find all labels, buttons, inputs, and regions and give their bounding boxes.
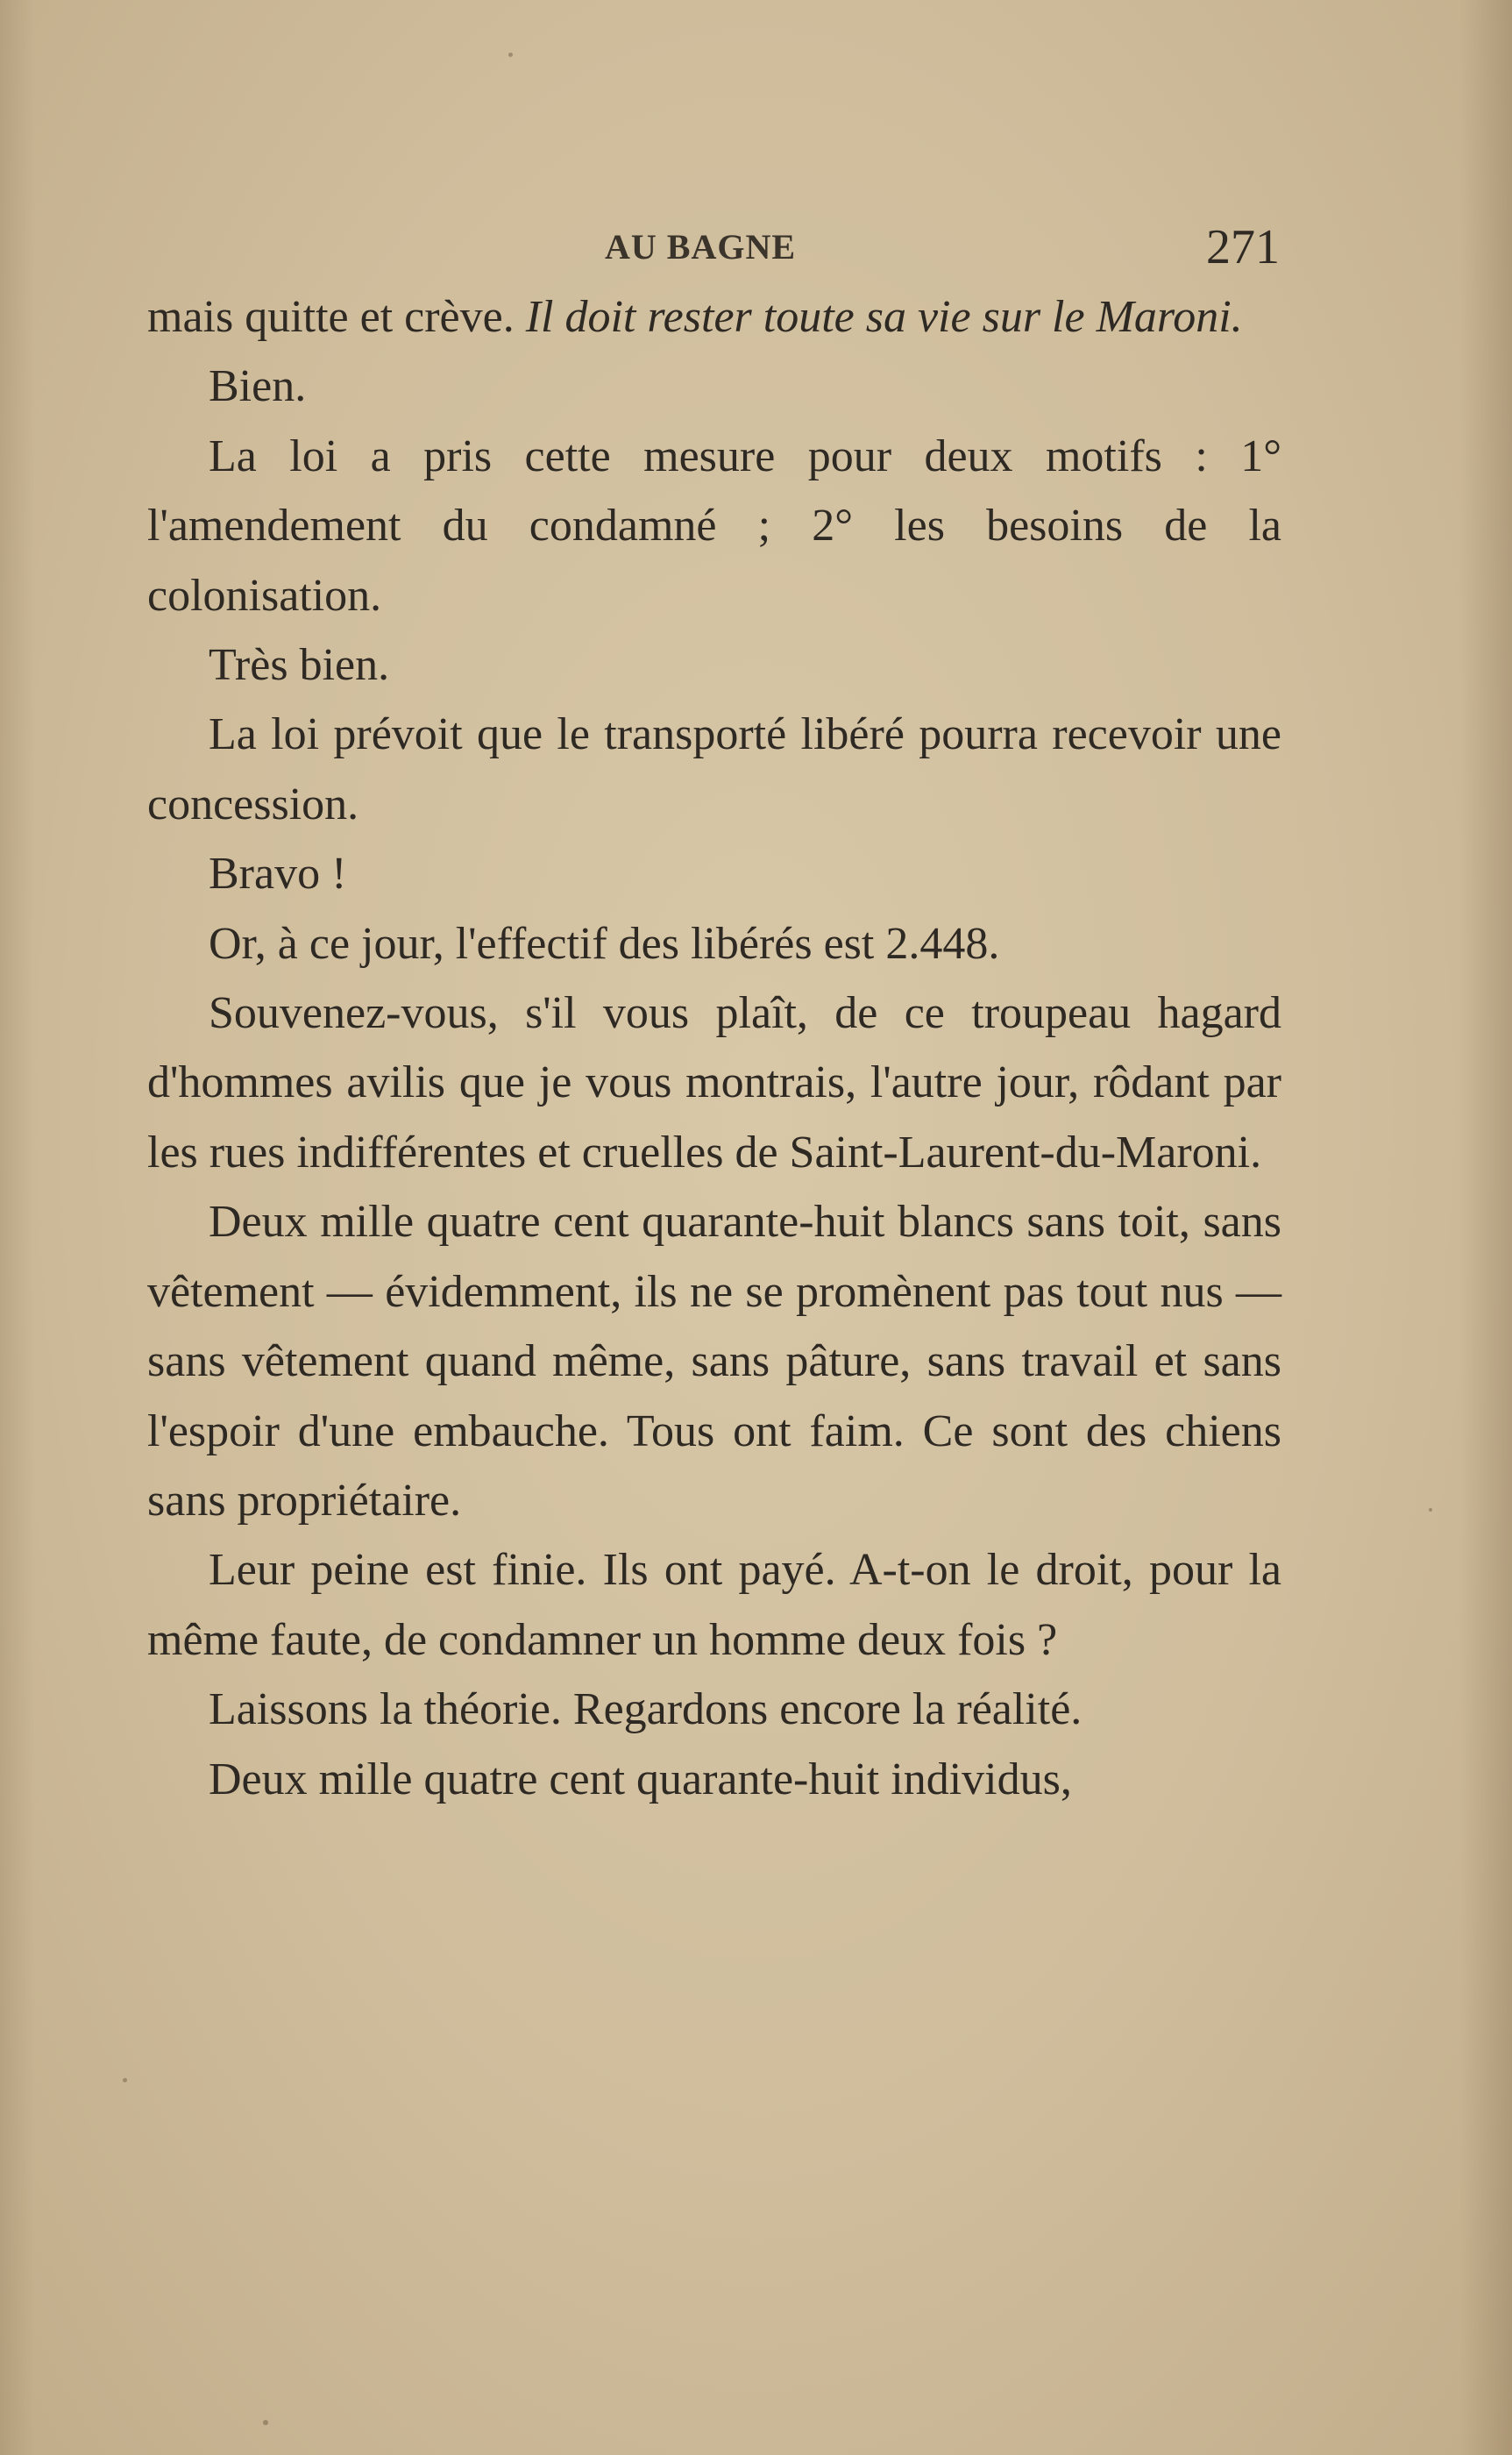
paragraph: Très bien. (209, 640, 390, 691)
paragraph: Or, à ce jour, l'effectif des libérés est 2.448. (209, 918, 1000, 969)
paper-speck (508, 53, 513, 57)
paper-speck (1429, 1508, 1432, 1512)
body-text (147, 282, 1281, 1814)
page-edge-shadow (0, 0, 35, 2455)
paragraph: La loi a pris cette mesure pour deux motifs : 1° l'amendement du condamné ; 2° les besoins de la colonisation. (147, 431, 1281, 621)
paragraph: Deux mille quatre cent quarante-huit blancs sans toit, sans vêtement — évidemment, ils ne se promènent pas tout nus — sans vêtement quand même, sans pâture, sans travail et sans l'espoir d'une embauche. Tous ont faim. Ce sont des chiens sans propriétaire. (147, 1197, 1281, 1526)
paragraph-text: mais quitte et crève. (147, 292, 526, 342)
paragraph: Leur peine est finie. Ils ont payé. A-t-on le droit, pour la même faute, de condamner un homme deux fois ? (147, 1545, 1281, 1665)
paragraph: Laissons la théorie. Regardons encore la réalité. (209, 1684, 1083, 1735)
paper-speck (123, 2078, 127, 2082)
paper-speck (263, 2420, 268, 2425)
spine-shadow (1459, 0, 1512, 2455)
paragraph: Deux mille quatre cent quarante-huit individus, (209, 1754, 1072, 1804)
page-number: 271 (1206, 220, 1280, 274)
paragraph: Bravo ! (209, 849, 347, 900)
paragraph (147, 282, 1281, 352)
paragraph: Bien. (209, 361, 307, 412)
italic-text: Il doit rester toute sa vie sur le Maroni. (525, 292, 1243, 342)
running-head: AU BAGNE (605, 227, 797, 267)
paragraph: Souvenez-vous, s'il vous plaît, de ce troupeau hagard d'hommes avilis que je vous montrais, l'autre jour, rôdant par les rues indifférentes et cruelles de Saint-Laurent-du-Maroni. (147, 988, 1281, 1178)
paragraph: La loi prévoit que le transporté libéré pourra recevoir une concession. (147, 709, 1281, 829)
page-header (149, 219, 1280, 272)
